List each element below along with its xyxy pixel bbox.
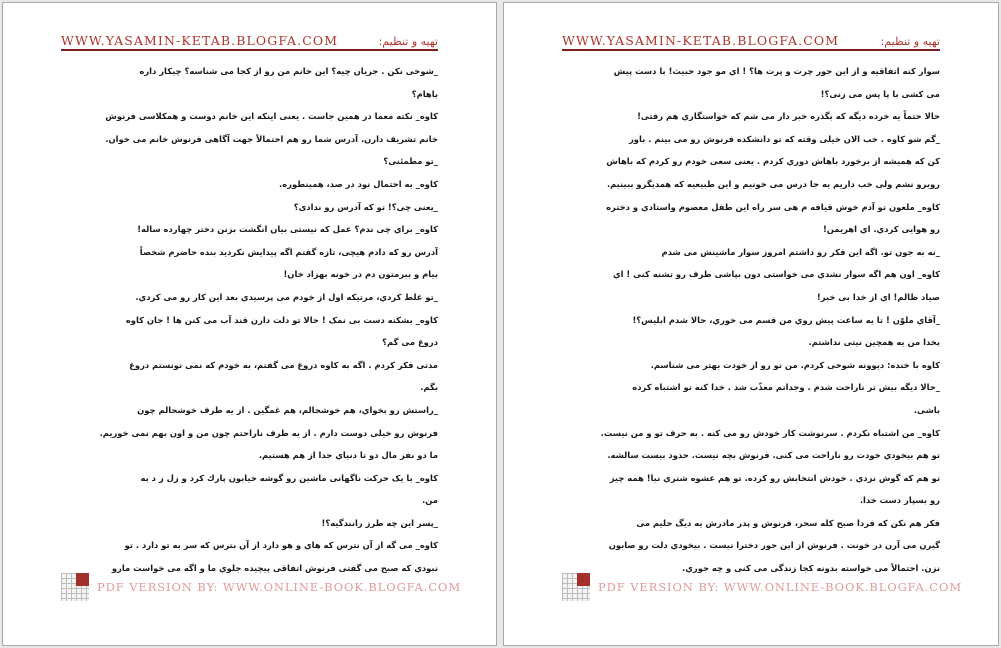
left-page-body <box>63 60 438 580</box>
text-line: _تو غلط کردي، مرتیکه اول از خودم می پرسیدي بعد این کار رو می کردي. <box>135 291 438 302</box>
text-line: دروغ می گم؟ <box>382 337 438 348</box>
header-credit: تهیه و تنظیم: <box>880 35 940 48</box>
text-line: کاوه_ بشکنه دست بی نمک ! حالا تو دلت دارن قند آب می کنن ها ! جان کاوه <box>125 314 438 325</box>
footer-pdf-credit: PDF VERSION BY: WWW.ONLINE-BOOK.BLOGFA.COM <box>97 580 462 594</box>
text-line: _آقاي ملوّن ! تا یه ساعت پیش روي من قسم می خوري، حالا شدم ابلیس؟! <box>632 314 940 325</box>
text-line: _راستش رو بخواي، هم خوشحالم، هم غمگین . از یه طرف خوشحالم چون <box>137 404 438 415</box>
text-line: _حالا دیگه بیش تر ناراحت شدم . وجدانم معذّب شد . خدا کنه تو اشتباه کرده <box>632 382 940 393</box>
text-line: کاوه_ نکته معما در همین جاست . یعنی اینکه این خانم دوست و همکلاسی فرنوش <box>105 111 438 122</box>
text-line: من. <box>422 495 438 506</box>
text-line: ما دو نفر مال دو تا دنیاي جدا از هم هستیم. <box>258 450 438 461</box>
text-line: بیام و ببرمتون دم در خونه بهزاد خان! <box>283 269 438 280</box>
left-page <box>2 2 497 646</box>
text-line: _شوخی نکن . جریان چیه؟ این خانم من رو از کجا می شناسه؟ چیکار داره <box>139 66 438 76</box>
header-site-url: WWW.YASAMIN-KETAB.BLOGFA.COM <box>562 33 840 48</box>
grid-logo-icon <box>562 573 590 601</box>
text-line: آدرس رو که دادم هیچی، تازه گفتم اگه پیدایش نکردید بنده حاضرم شخصاً <box>139 246 438 257</box>
text-line: حالا حتماً یه خرده دیگه که بگذره خبر دار می شم که خواستگاري هم رفتی! <box>637 111 940 122</box>
grid-logo-icon <box>61 573 89 601</box>
text-line: تو هم بیخودي خودت رو ناراحت می کنی. فرنوش بچه نیست. حدود بیست سالشه. <box>607 450 940 461</box>
text-line: کاوه با خنده: دیوونه شوخی کردم. من تو رو از خودت بهتر می شناسم. <box>650 359 940 370</box>
header-rule <box>61 49 438 51</box>
page-header <box>61 33 438 49</box>
text-line: خانم تشریف دارن. آدرس شما رو هم احتمالاً جهت آگاهی فرنوش خانم می خوان. <box>105 133 438 144</box>
text-line: مدتی فکر کردم . اگه به کاوه دروغ می گفتم، به خودم که نمی تونستم دروغ <box>129 359 438 370</box>
text-line: کاوه_ به احتمال نود در صد، همینطوره. <box>279 178 438 189</box>
text-line: _پسر این چه طرز رانندگیه؟! <box>321 517 438 528</box>
text-line: کاوه_ اون هم اگه سوار نشدي می خواستی دون بپاشی طرف رو تشنه کنی ! اي <box>612 269 940 280</box>
text-line: روبرو نشم ولی خب داریم یه جا درس می خونیم و این طبیعیه که همدیگرو ببینیم. <box>606 178 940 189</box>
text-line: کاوه_ با یک حرکت ناگهانی ماشین رو گوشه خیابون پارك کرد و زل ز د به <box>140 472 438 483</box>
page-footer <box>562 573 962 601</box>
text-line: _گم شو کاوه . خب الان خیلی وقته که تو دانشکده فرنوش رو می بینم . باور <box>628 133 940 144</box>
text-line: _تو مطمئنی؟ <box>383 156 438 167</box>
right-page <box>503 2 999 646</box>
text-line: کاوه_ براي چی ندم؟ عمل که نیستی بیان انگشت بزنن دختر چهارده ساله! <box>137 224 438 235</box>
text-line: فکر هم نکن که فردا صبح کله سحر، فرنوش و پدر مادرش یه دیگ حلیم می <box>636 517 940 528</box>
text-line: باشی. <box>913 404 940 415</box>
text-line: بخدا من یه همچین نیتی نداشتم. <box>808 337 940 348</box>
text-line: رو هوایی کردي. اي اهریمن! <box>822 224 940 235</box>
text-line: کاوه_ می گه از آن نترس که هاي و هو دارد از آن بترس که سر به تو دارد . تو <box>124 540 438 551</box>
text-line: نزن. احتمالاً می خواسته بدونه کجا زندگی می کنی و چه جوري. <box>682 563 940 574</box>
text-line: بگم. <box>420 382 438 393</box>
text-line: کاوه_ ملعون تو آدم خوش قیافه م هی سر راه این طفل معصوم واستادي و دختره <box>606 201 940 212</box>
text-line: تو هم که گوش نزدي . خودش انتخابش رو کرده. تو هم عشوه شتري نیا! همه چیز <box>609 472 940 483</box>
text-line: نبودي که صبح می گفتی فرنوش اتفاقی پیچیده جلوي ما و اگه می خواست مارو <box>111 563 438 574</box>
right-page-body <box>564 60 940 580</box>
header-rule <box>562 49 940 51</box>
text-line: _یعنی چی؟! تو که آدرس رو ندادی؟ <box>293 201 438 212</box>
page-footer <box>61 573 461 601</box>
text-line: _نه به جون تو. اگه این فکر رو داشتم امروز سوار ماشینش می شدم <box>661 246 940 257</box>
text-line: رو بسپار دست خدا. <box>859 495 940 506</box>
footer-pdf-credit: PDF VERSION BY: WWW.ONLINE-BOOK.BLOGFA.COM <box>598 580 963 594</box>
header-site-url: WWW.YASAMIN-KETAB.BLOGFA.COM <box>61 33 339 48</box>
page-header <box>562 33 940 49</box>
text-line: کن که همیشه از برخورد باهاش دوري کردم . یعنی سعی خودم رو کردم که باهاش <box>606 156 940 167</box>
text-line: کاوه_ من اشتباه نکردم . سرنوشت کار خودش رو می کنه . به حرف تو و من نیست. <box>600 427 940 438</box>
text-line: می کشی با پا پس می زنی؟! <box>820 88 940 99</box>
header-credit: تهیه و تنظیم: <box>378 35 438 48</box>
text-line: سوار کنه اتفاقیه و از این جور چرت و پرت ها؟ ! اي مو جود خبیث! با دست پیش <box>613 66 940 76</box>
text-line: فرنوش رو خیلی دوست دارم . از یه طرف ناراحتم چون من و اون بهم نمی خوریم. <box>99 427 438 438</box>
text-line: صیاد ظالم! اي از خدا بی خبر! <box>816 291 940 302</box>
text-line: باهام؟ <box>411 88 438 99</box>
text-line: گیرن می آرن در خونت . فرنوش از این جور دخترا نیست . بیخودي دلت رو صابون <box>608 540 940 551</box>
